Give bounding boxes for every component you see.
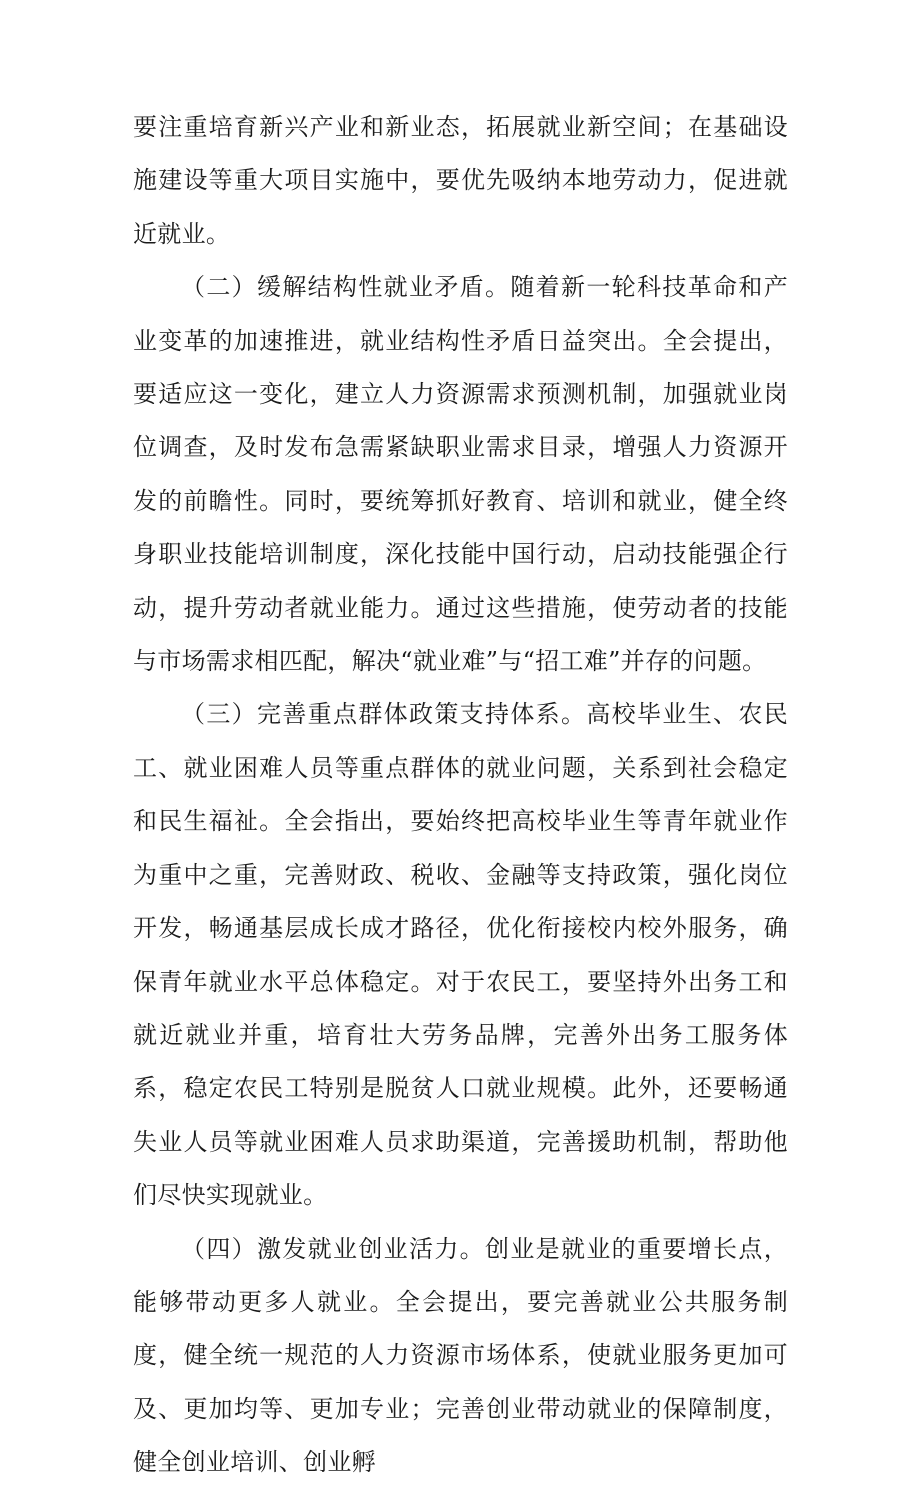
paragraph-structural-employment: （二）缓解结构性就业矛盾。随着新一轮科技革命和产业变革的加速推进，就业结构性矛盾日益突出。全会提出，要适应这一变化，建立人力资源需求预测机制，加强就业岗位调查，及时发布急需紧缺职业需求目录，增强人力资源开发的前瞻性。同时，要统筹抓好教育、培训和就业，健全终身职业技能培训制度，深化技能中国行动，启动技能强企行动，提升劳动者就业能力。通过这些措施，使劳动者的技能与市场需求相匹配，解决“就业难”与“招工难”并存的问题。 [133, 273, 788, 676]
paragraph-entrepreneurship: （四）激发就业创业活力。创业是就业的重要增长点，能够带动更多人就业。全会提出，要完善就业公共服务制度，健全统一规范的人力资源市场体系，使就业服务更加可及、更加均等、更加专业；完善创业带动就业的保障制度，健全创业培训、创业孵 [133, 1234, 788, 1477]
paragraph-key-groups-policy: （三）完善重点群体政策支持体系。高校毕业生、农民工、就业困难人员等重点群体的就业问题，关系到社会稳定和民生福祉。全会指出，要始终把高校毕业生等青年就业作为重中之重，完善财政、税收、金融等支持政策，强化岗位开发，畅通基层成长成才路径，优化衔接校内校外服务，确保青年就业水平总体稳定。对于农民工，要坚持外出务工和就近就业并重，培育壮大劳务品牌，完善外出务工服务体系，稳定农民工特别是脱贫人口就业规模。此外，还要畅通失业人员等就业困难人员求助渠道，完善援助机制，帮助他们尽快实现就业。 [133, 700, 788, 1210]
document-body [133, 101, 788, 1490]
paragraph-continuation: 要注重培育新兴产业和新业态，拓展就业新空间；在基础设施建设等重大项目实施中，要优先吸纳本地劳动力，促进就近就业。 [133, 113, 788, 248]
